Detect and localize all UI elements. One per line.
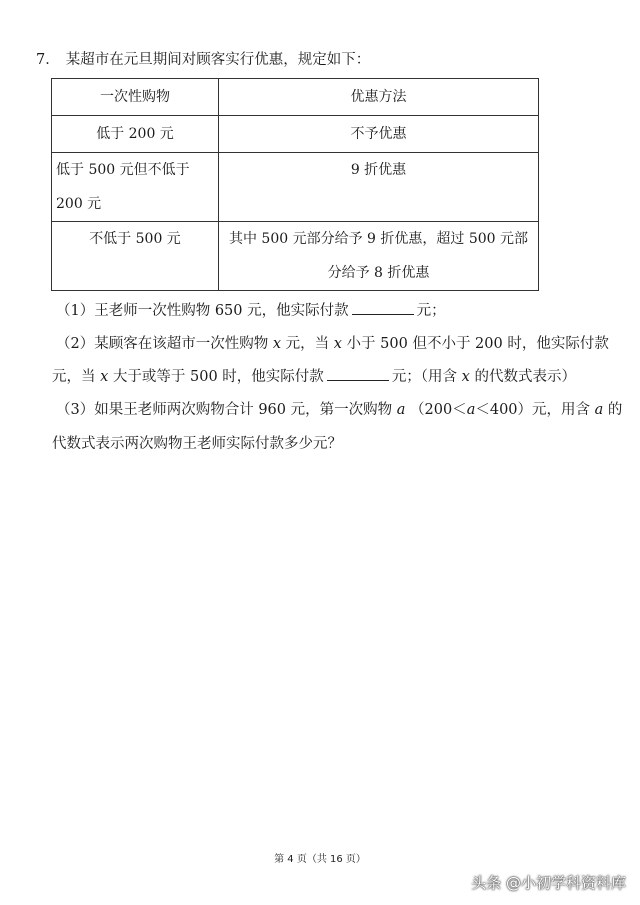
answer-blank: [352, 300, 414, 315]
q2-text: 的代数式表示）: [474, 369, 576, 385]
table-row: [52, 222, 539, 291]
q2-text: 元，当: [52, 369, 96, 385]
table-cell-method: 其中 500 元部分给予 9 折优惠，超过 500 元部分给予 8 折优惠: [219, 222, 539, 291]
q3-text: （200＜: [410, 402, 467, 418]
table-cell-method: 不予优惠: [219, 116, 539, 153]
q1-text: （1）王老师一次性购物 650 元，他实际付款: [56, 303, 349, 319]
question-stem: 某超市在元旦期间对顾客实行优惠，规定如下：: [65, 52, 371, 68]
q2-text: （2）某顾客在该超市一次性购物: [56, 336, 269, 352]
watermark: 头条 @小初学科资料库: [471, 874, 626, 892]
q1-suffix: 元；: [416, 303, 446, 319]
discount-table: [51, 78, 539, 291]
q2-text: 大于或等于 500 时，他实际付款: [112, 369, 324, 385]
variable-a: a: [396, 402, 406, 418]
table-row: [52, 153, 539, 222]
table-row: [52, 116, 539, 153]
q3-text: 代数式表示两次购物王老师实际付款多少元？: [52, 436, 342, 452]
table-header-cell: 一次性购物: [52, 79, 219, 116]
q2-text: 元，当: [285, 336, 330, 352]
question-number: 7．: [36, 52, 60, 68]
variable-a: a: [466, 402, 476, 418]
q2-text: 元；（用含: [391, 369, 458, 385]
sub-question-2-line1: [56, 334, 609, 354]
page-footer: 第 4 页（共 16 页）: [274, 854, 366, 865]
variable-x: x: [100, 369, 109, 385]
sub-question-2-line2: [52, 366, 576, 387]
q2-text: 小于 500 但不小于 200 时，他实际付款: [346, 336, 609, 352]
sub-question-3-line1: （3）如果王老师两次购物合计 960 元，第一次购物 a （200＜a＜400）元，用含 a 的: [56, 402, 623, 418]
variable-x: x: [333, 336, 342, 352]
question-title: [36, 50, 370, 70]
variable-x: x: [272, 336, 282, 352]
table-cell-condition: 低于 500 元但不低于 200 元: [52, 153, 219, 222]
table-cell-condition: 不低于 500 元: [52, 222, 219, 291]
table-cell-method: 9 折优惠: [219, 153, 539, 222]
sub-question-3-line2: [52, 434, 342, 454]
variable-a: a: [594, 402, 604, 418]
q3-text: （3）如果王老师两次购物合计 960 元，第一次购物: [56, 402, 393, 418]
sub-question-1: [56, 300, 446, 321]
table-header-row: [52, 79, 539, 116]
table-header-cell: 优惠方法: [219, 79, 539, 116]
q3-text: ＜400）元，用含: [475, 402, 591, 418]
answer-blank: [327, 366, 389, 381]
table-cell-condition: 低于 200 元: [52, 116, 219, 153]
variable-x: x: [461, 369, 470, 385]
